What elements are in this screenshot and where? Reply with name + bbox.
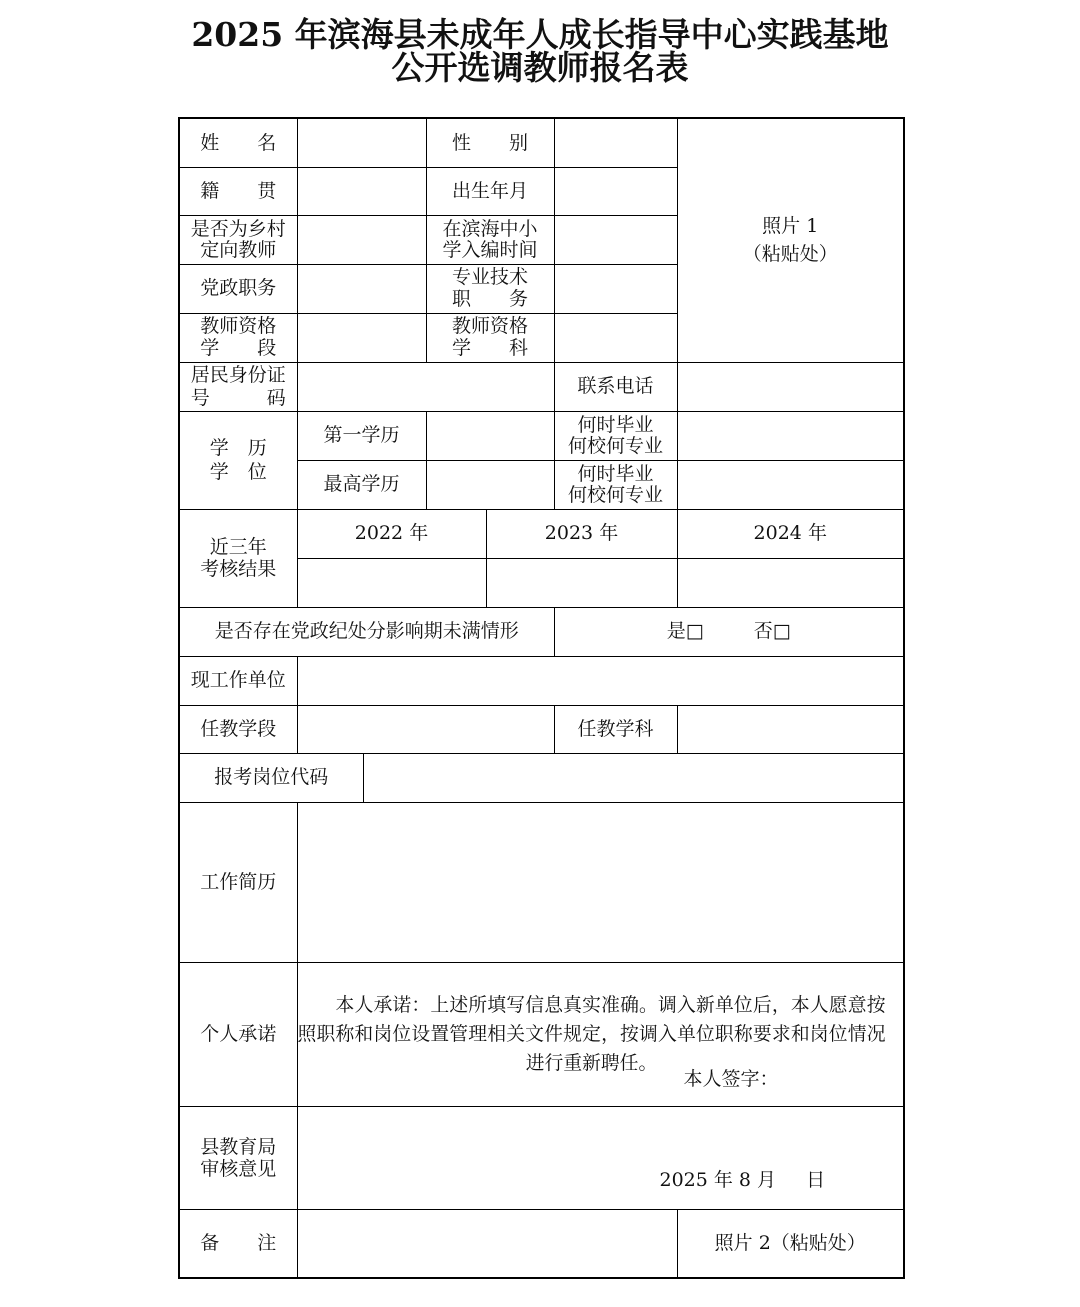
highest-graduation-label — [554, 460, 677, 509]
party-post-label: 党政职务 — [179, 264, 297, 313]
registration-form — [178, 117, 905, 1279]
id-number-label — [179, 362, 297, 411]
photo-1-label: 照片 1 — [762, 215, 819, 238]
review-label — [179, 1106, 297, 1209]
first-graduation-label-line-2: 何校何专业 — [567, 434, 663, 457]
professional-title-value — [554, 264, 677, 313]
gender-label — [426, 118, 554, 167]
highest-graduation-value — [677, 460, 904, 509]
photo-2-label: 照片 2（粘贴处） — [677, 1209, 904, 1278]
assessment-label-line-2: 考核结果 — [200, 558, 277, 580]
remarks-label — [179, 1209, 297, 1278]
cert-subject-label-line-1: 教师资格 — [451, 315, 528, 338]
first-degree-value — [426, 411, 554, 460]
enrollment-time-label-line-2: 学入编时间 — [442, 238, 538, 261]
education-label — [179, 411, 297, 509]
assessment-result-2024 — [677, 558, 904, 607]
discipline-yes-option: 是□ — [666, 620, 704, 642]
position-code-label: 报考岗位代码 — [179, 753, 363, 802]
rural-teacher-label-line-1: 是否为乡村 — [190, 217, 286, 240]
professional-title-label-line-2: 职 务 — [452, 287, 528, 310]
gender-value — [554, 118, 677, 167]
assessment-label-line-1: 近三年 — [209, 536, 267, 558]
education-label-line-1: 学 历 — [209, 437, 267, 459]
rural-teacher-label-line-2: 定向教师 — [200, 238, 277, 261]
cert-stage-value — [297, 313, 426, 362]
work-unit-label: 现工作单位 — [179, 656, 297, 705]
cert-stage-label-line-1: 教师资格 — [200, 315, 277, 338]
first-graduation-label-line-1: 何时毕业 — [577, 413, 654, 436]
name-label — [179, 118, 297, 167]
remarks-value — [297, 1209, 677, 1278]
signature-label: 本人签字： — [683, 1067, 779, 1090]
enrollment-time-label — [426, 215, 554, 264]
resume-label: 工作简历 — [179, 802, 297, 962]
native-place-label-text: 籍 贯 — [200, 179, 277, 202]
phone-label: 联系电话 — [554, 362, 677, 411]
work-unit-value — [297, 656, 904, 705]
assessment-year-2022: 2022 年 — [297, 509, 486, 558]
teaching-stage-label: 任教学段 — [179, 705, 297, 753]
id-number-value — [297, 362, 554, 411]
teaching-subject-value — [677, 705, 904, 753]
native-place-value — [297, 167, 426, 215]
commitment-label: 个人承诺 — [179, 962, 297, 1106]
first-graduation-label — [554, 411, 677, 460]
rural-teacher-value — [297, 215, 426, 264]
remarks-label-text: 备 注 — [200, 1232, 277, 1254]
first-degree-label: 第一学历 — [297, 411, 426, 460]
photo-1-area — [677, 118, 904, 362]
first-graduation-value — [677, 411, 904, 460]
id-number-label-line-2: 号 码 — [190, 387, 286, 409]
education-label-line-2: 学 位 — [209, 460, 267, 483]
assessment-year-2024: 2024 年 — [677, 509, 904, 558]
native-place-label — [179, 167, 297, 215]
birth-date-label: 出生年月 — [426, 167, 554, 215]
review-label-line-1: 县教育局 — [200, 1135, 277, 1158]
cert-stage-label-line-2: 学 段 — [200, 336, 277, 359]
party-post-value — [297, 264, 426, 313]
gender-label-text: 性 别 — [452, 131, 528, 154]
phone-value — [677, 362, 904, 411]
name-label-text: 姓 名 — [200, 131, 277, 154]
commitment-line-1: 本人承诺：上述所填写信息真实准确。调入新单位后，本人愿意按 — [335, 994, 886, 1016]
page-title — [0, 15, 1080, 87]
enrollment-time-value — [554, 215, 677, 264]
resume-value — [297, 802, 904, 962]
highest-graduation-label-line-2: 何校何专业 — [567, 483, 663, 506]
highest-graduation-label-line-1: 何时毕业 — [577, 462, 654, 485]
enrollment-time-label-line-1: 在滨海中小 — [442, 217, 538, 240]
teaching-stage-value — [297, 705, 554, 753]
name-value — [297, 118, 426, 167]
id-number-label-line-1: 居民身份证 — [190, 364, 286, 386]
highest-degree-value — [426, 460, 554, 509]
professional-title-label — [426, 264, 554, 313]
commitment-line-2: 照职称和岗位设置管理相关文件规定，按调入单位职称要求和岗位情况 — [297, 1023, 886, 1045]
title-line-1: 2025 年滨海县未成年人成长指导中心实践基地 — [191, 15, 889, 54]
title-line-2: 公开选调教师报名表 — [391, 48, 689, 87]
review-label-line-2: 审核意见 — [200, 1157, 277, 1180]
assessment-result-2022 — [297, 558, 486, 607]
review-date — [660, 1170, 826, 1191]
discipline-question: 是否存在党政纪处分影响期未满情形 — [179, 607, 554, 656]
cert-stage-label — [179, 313, 297, 362]
commitment-line-3: 进行重新聘任。 — [525, 1052, 658, 1074]
review-date-day: 日 — [806, 1168, 826, 1191]
rural-teacher-label — [179, 215, 297, 264]
cert-subject-label — [426, 313, 554, 362]
discipline-no-option: 否□ — [753, 620, 791, 642]
discipline-options — [554, 607, 904, 656]
review-date-prefix: 2025 年 8 月 — [659, 1168, 777, 1191]
birth-date-value — [554, 167, 677, 215]
professional-title-label-line-1: 专业技术 — [451, 266, 528, 289]
teaching-subject-label: 任教学科 — [554, 705, 677, 753]
highest-degree-label: 最高学历 — [297, 460, 426, 509]
photo-1-note: （粘贴处） — [742, 243, 838, 266]
assessment-label — [179, 509, 297, 607]
cert-subject-label-line-2: 学 科 — [452, 336, 528, 359]
position-code-value — [363, 753, 904, 802]
assessment-result-2023 — [486, 558, 677, 607]
cert-subject-value — [554, 313, 677, 362]
assessment-year-2023: 2023 年 — [486, 509, 677, 558]
review-opinion — [297, 1106, 904, 1209]
commitment-text — [297, 962, 904, 1106]
